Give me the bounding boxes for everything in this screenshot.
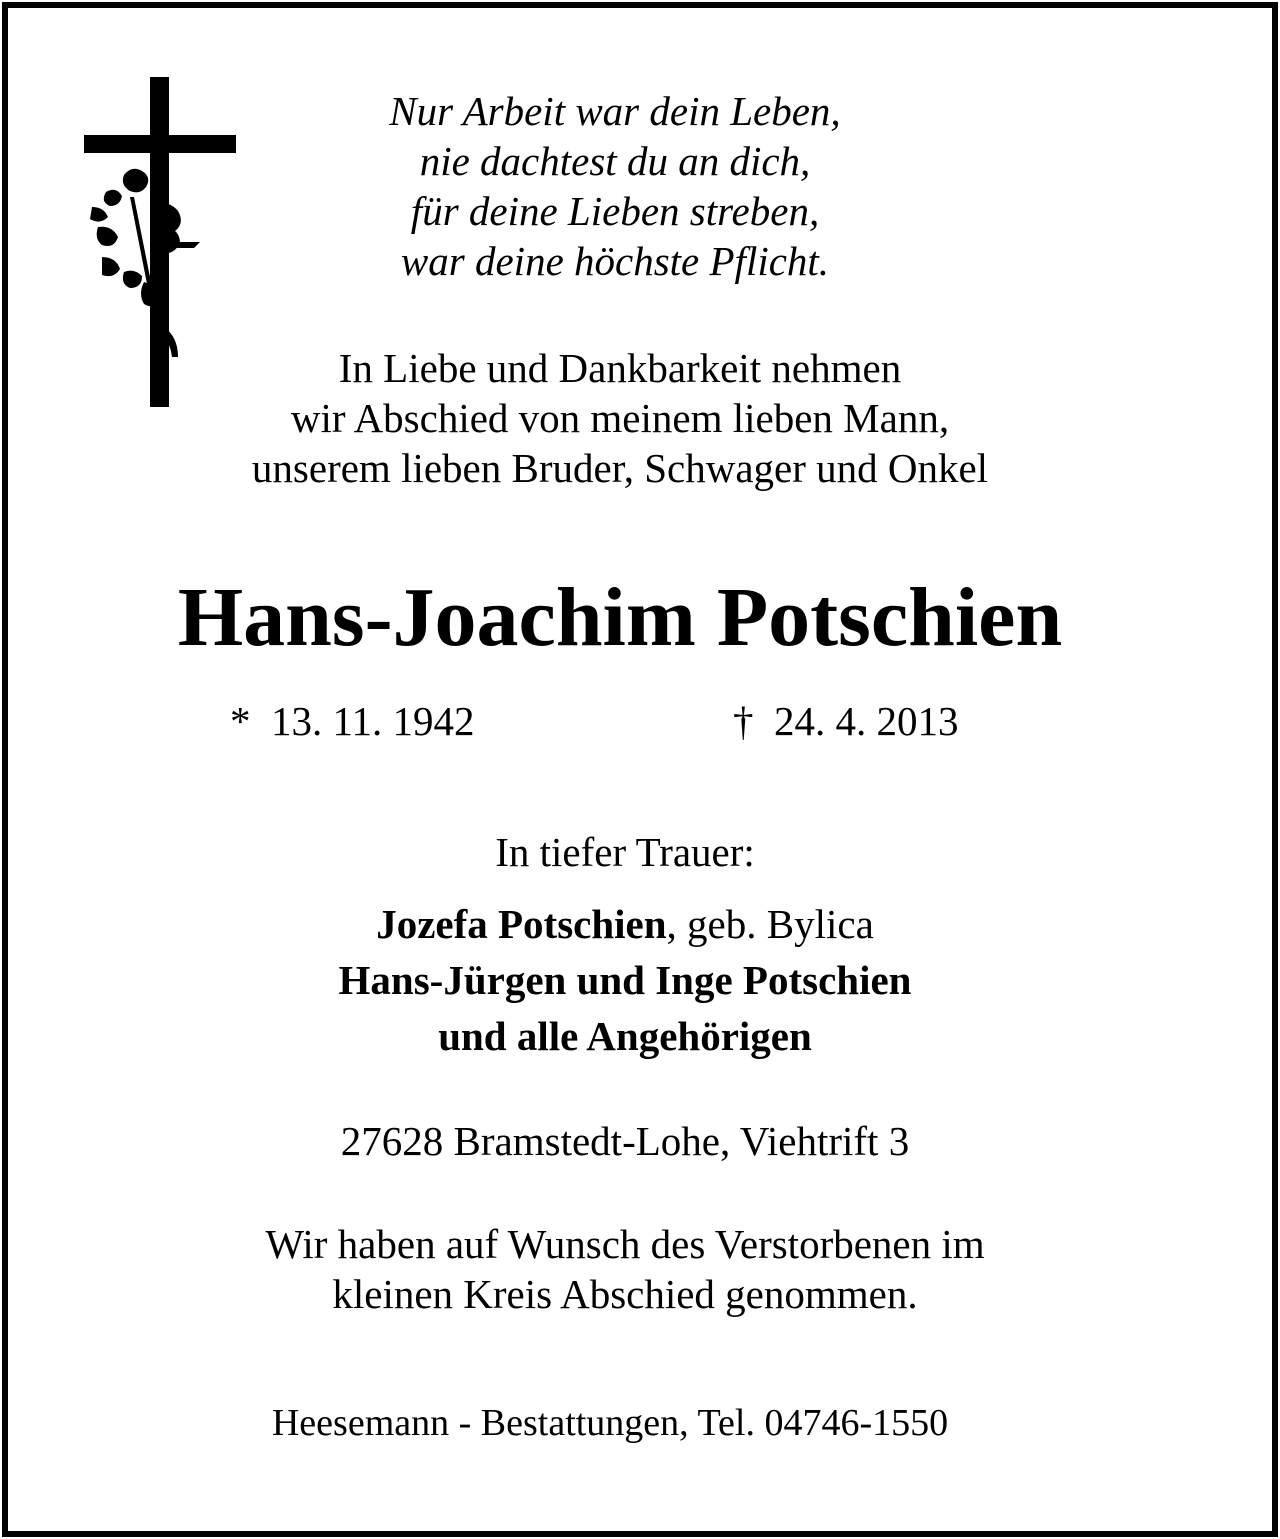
intro-line: unserem lieben Bruder, Schwager und Onkel [251,445,989,491]
poem-line: Nur Arbeit war dein Leben, [389,88,841,134]
death-date-value: 24. 4. 2013 [774,698,959,744]
mourner-line [0,899,1265,949]
mourners-heading: In tiefer Trauer: [495,829,755,875]
intro-line: In Liebe und Dankbarkeit nehmen [338,345,902,391]
poem-line: war deine höchste Pflicht. [400,238,830,284]
death-date [733,697,959,745]
mourner-line: Hans-Jürgen und Inge Potschien [338,957,912,1003]
death-symbol: † [733,698,754,744]
poem-line: für deine Lieben streben, [410,188,820,234]
mourner-line: und alle Angehörigen [438,1013,812,1059]
poem-line: nie dachtest du an dich, [419,138,811,184]
mourner-spouse-maiden: , geb. Bylica [666,901,874,947]
deceased-name: Hans-Joachim Potschien [177,571,1063,664]
address: 27628 Bramstedt-Lohe, Viehtrift 3 [340,1118,910,1164]
undertaker-contact: Heesemann - Bestattungen, Tel. 04746-1550 [271,1402,949,1444]
intro-line: wir Abschied von meinem lieben Mann, [290,395,950,441]
birth-symbol: * [230,698,251,744]
birth-date [230,697,474,745]
mourner-spouse: Jozefa Potschien [376,901,667,947]
birth-date-value: 13. 11. 1942 [271,698,475,744]
note-line: kleinen Kreis Abschied genommen. [332,1271,918,1317]
note-line: Wir haben auf Wunsch des Verstorbenen im [265,1221,985,1267]
